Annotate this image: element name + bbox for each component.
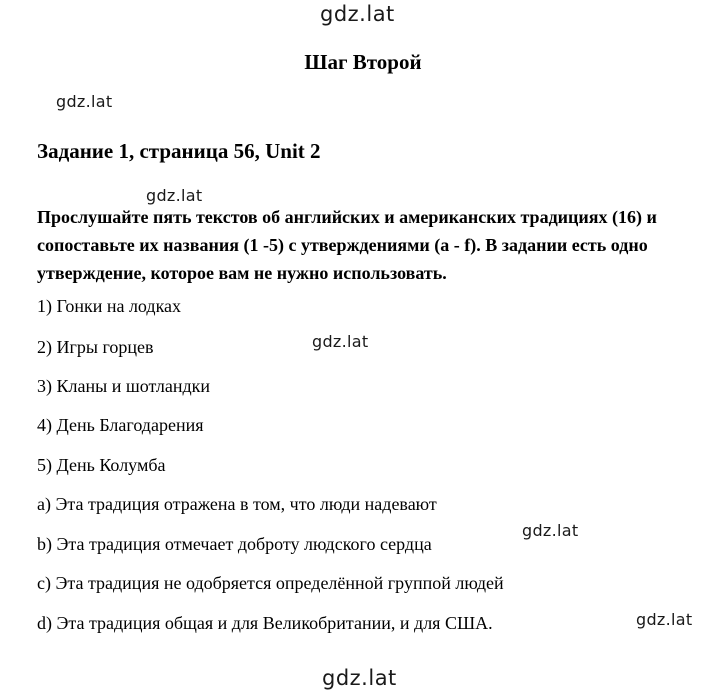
list-item: 1) Гонки на лодках	[37, 296, 182, 316]
watermark-top: gdz.lat	[320, 2, 395, 26]
watermark-bottom: gdz.lat	[322, 666, 397, 690]
task-instruction: Прослушайте пять текстов об английских и американских традициях (16) и сопоставьте их названия (1 -5) с утверждениями (a - f). В задании есть одно утверждение, которое вам не нужно использовать.	[37, 207, 657, 283]
task-heading: Задание 1, страница 56, Unit 2	[37, 139, 321, 163]
list-item: 5) День Колумба	[37, 455, 166, 475]
list-item: 3) Кланы и шотландки	[37, 376, 211, 396]
statement-item: c) Эта традиция не одобряется определённой группой людей	[37, 573, 504, 593]
page-title: Шаг Второй	[304, 50, 422, 74]
watermark-middle: gdz.lat	[312, 332, 369, 351]
watermark-right-lower: gdz.lat	[636, 610, 693, 629]
statement-item: b) Эта традиция отмечает доброту людского сердца	[37, 534, 432, 554]
statement-item: d) Эта традиция общая и для Великобритании, и для США.	[37, 613, 493, 633]
list-item: 4) День Благодарения	[37, 415, 204, 435]
watermark-right-middle: gdz.lat	[522, 521, 579, 540]
list-item: 2) Игры горцев	[37, 337, 154, 357]
statement-item: a) Эта традиция отражена в том, что люди надевают	[37, 494, 437, 514]
watermark-upper-left: gdz.lat	[56, 92, 113, 111]
watermark-above-instruction: gdz.lat	[146, 186, 203, 205]
